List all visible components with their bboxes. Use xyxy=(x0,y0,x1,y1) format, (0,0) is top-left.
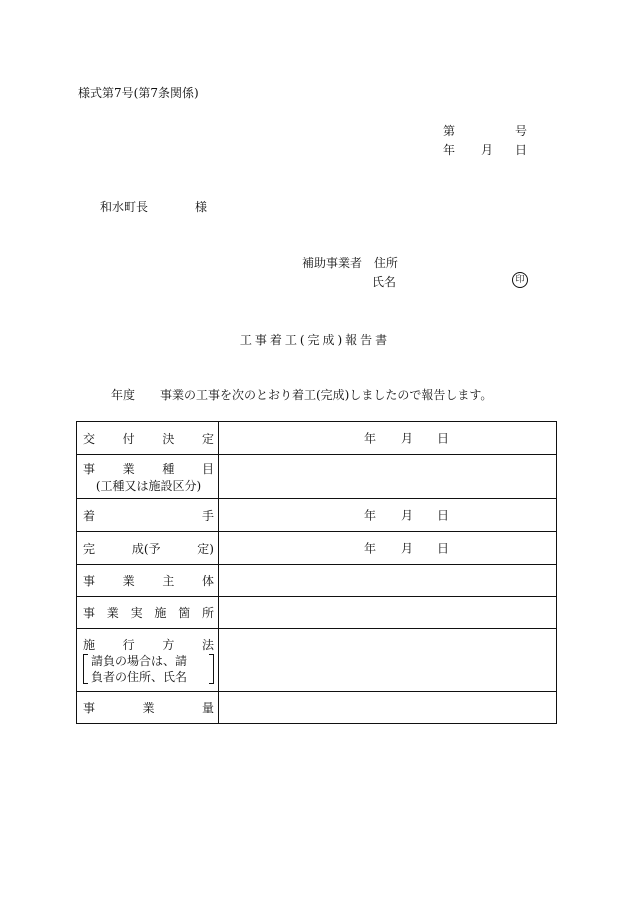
label-char: 完 xyxy=(83,541,96,556)
addressee xyxy=(100,198,208,215)
address-label: 住所 xyxy=(373,256,398,270)
addressee-honorific: 様 xyxy=(195,200,208,214)
label-char: 法 xyxy=(201,637,214,652)
label-char: 目 xyxy=(201,461,214,476)
value-project-location xyxy=(219,597,557,629)
label-char: 成(予 xyxy=(131,541,161,556)
table-row-completion xyxy=(77,532,557,565)
date-year: 年 xyxy=(443,143,456,157)
contractor-note-line: 負者の住所、氏名 xyxy=(91,669,188,684)
contractor-note-line: 請負の場合は、請 xyxy=(91,653,188,668)
document-title: 工事着工(完成)報告書 xyxy=(239,333,391,347)
applicant-name-line xyxy=(372,273,396,290)
label-char: 交 xyxy=(83,431,96,446)
doc-number-dai: 第 xyxy=(443,124,456,138)
table-row-project-quantity xyxy=(77,692,557,724)
label-completion xyxy=(77,532,219,565)
value-project-owner xyxy=(219,565,557,597)
label-char: 体 xyxy=(201,574,214,588)
label-char: 量 xyxy=(201,701,214,715)
intro-year-label: 年度 xyxy=(111,388,136,402)
table-row-start xyxy=(77,499,557,532)
label-char: 着 xyxy=(83,508,96,523)
label-char: 箇 xyxy=(178,606,191,620)
label-project-quantity xyxy=(77,692,219,724)
form-number: 様式第7号(第7条関係) xyxy=(78,86,199,100)
label-char: 付 xyxy=(122,431,135,446)
label-char: 所 xyxy=(201,606,214,620)
cell-day: 日 xyxy=(437,541,450,556)
label-char: 実 xyxy=(130,606,143,620)
contractor-note xyxy=(83,653,214,685)
table-row-grant-decision xyxy=(77,422,557,455)
label-char: 方 xyxy=(162,637,175,652)
applicant-address-line xyxy=(302,254,398,271)
label-char: 業 xyxy=(122,574,135,588)
label-project-type-sub: (工種又は施設区分) xyxy=(95,478,202,493)
cell-day: 日 xyxy=(437,431,450,446)
value-project-type xyxy=(219,455,557,499)
label-char: 決 xyxy=(162,431,175,446)
label-execution-method xyxy=(77,629,219,692)
label-char: 業 xyxy=(142,701,155,715)
intro-body: 事業の工事を次のとおり着工(完成)しましたので報告します。 xyxy=(160,388,493,402)
label-project-owner xyxy=(77,565,219,597)
label-char: 施 xyxy=(83,637,96,652)
doc-number-go: 号 xyxy=(514,124,527,138)
cell-month: 月 xyxy=(401,541,414,556)
cell-year: 年 xyxy=(364,541,377,556)
label-char: 業 xyxy=(106,606,119,620)
label-char: 手 xyxy=(201,508,214,523)
table-row-execution-method xyxy=(77,629,557,692)
date-day: 日 xyxy=(514,143,527,157)
label-project-type xyxy=(77,455,219,499)
label-char: 定) xyxy=(197,541,214,556)
applicant-role: 補助事業者 xyxy=(302,256,363,270)
table-row-project-type xyxy=(77,455,557,499)
label-char: 種 xyxy=(162,461,175,476)
label-char: 主 xyxy=(162,574,175,588)
label-char: 行 xyxy=(122,637,135,652)
value-execution-method xyxy=(219,629,557,692)
label-project-location xyxy=(77,597,219,629)
cell-month: 月 xyxy=(401,431,414,446)
name-label: 氏名 xyxy=(372,275,397,289)
label-char: 事 xyxy=(83,701,96,715)
cell-month: 月 xyxy=(401,508,414,523)
intro-sentence xyxy=(111,386,493,403)
label-char: 施 xyxy=(154,606,167,620)
document-number xyxy=(443,122,527,139)
label-start xyxy=(77,499,219,532)
label-char: 事 xyxy=(83,461,96,476)
seal-mark-icon: 印 xyxy=(512,272,528,288)
table-row-project-owner xyxy=(77,565,557,597)
cell-day: 日 xyxy=(437,508,450,523)
report-table xyxy=(76,421,557,724)
date-month: 月 xyxy=(481,143,494,157)
table-row-project-location xyxy=(77,597,557,629)
addressee-name: 和水町長 xyxy=(100,200,149,214)
value-start-date xyxy=(219,499,557,532)
cell-year: 年 xyxy=(364,431,377,446)
label-grant-decision xyxy=(77,422,219,455)
value-completion-date xyxy=(219,532,557,565)
label-char: 事 xyxy=(83,606,96,620)
label-char: 定 xyxy=(201,431,214,446)
value-grant-decision-date xyxy=(219,422,557,455)
label-char: 業 xyxy=(122,461,135,476)
cell-year: 年 xyxy=(364,508,377,523)
label-char: 事 xyxy=(83,574,96,588)
value-project-quantity xyxy=(219,692,557,724)
